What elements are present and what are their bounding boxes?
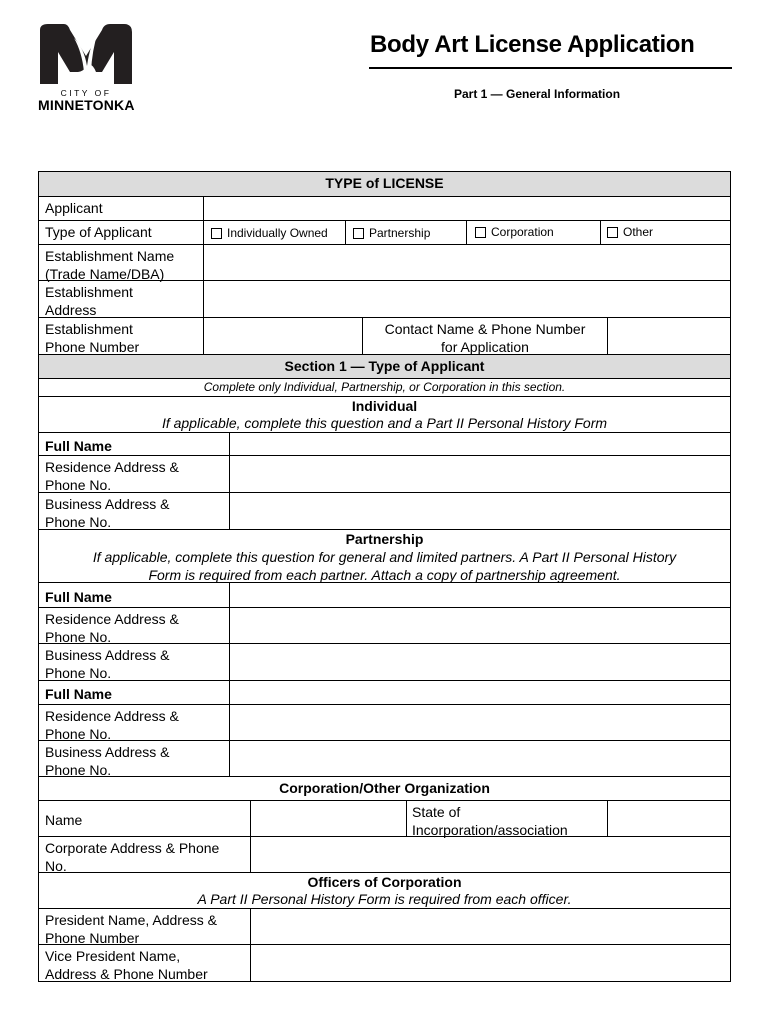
individual-full-name-row	[39, 433, 730, 456]
partnership-instruction-2: Form is required from each partner. Attach a copy of partnership agreement.	[148, 567, 621, 583]
establishment-name-label: Establishment Name (Trade Name/DBA)	[45, 248, 175, 282]
type-of-license-header	[39, 172, 730, 197]
corporate-address-field[interactable]	[251, 837, 730, 872]
applicant-row	[39, 197, 730, 221]
establishment-address-field[interactable]	[204, 281, 730, 317]
state-of-incorporation-field[interactable]	[608, 801, 730, 836]
title-rule	[369, 67, 732, 69]
individual-header	[39, 397, 730, 433]
section1-note: Complete only Individual, Partnership, or Corporation in this section.	[203, 380, 566, 394]
corporation-title: Corporation/Other Organization	[279, 780, 490, 796]
type-of-applicant-label: Type of Applicant	[45, 224, 152, 240]
establishment-address-label: Establishment Address	[45, 284, 133, 318]
checkbox-icon[interactable]	[607, 227, 618, 238]
contact-field[interactable]	[608, 318, 730, 354]
partner1-full-name-field[interactable]	[230, 583, 730, 607]
state-of-incorporation-label: State of Incorporation/association	[412, 804, 568, 838]
page-title: Body Art License Application	[370, 31, 695, 58]
partner1-full-name-label: Full Name	[45, 589, 112, 605]
contact-label: Contact Name & Phone Number for Application	[384, 321, 586, 355]
establishment-phone-label: Establishment Phone Number	[45, 321, 140, 355]
section1-note-row	[39, 379, 730, 397]
section1-header	[39, 355, 730, 379]
partner2-business-label: Business Address & Phone No.	[45, 744, 170, 778]
partner2-residence-label: Residence Address & Phone No.	[45, 708, 179, 742]
option-individually-owned[interactable]	[211, 226, 328, 240]
applicant-field[interactable]	[204, 197, 730, 220]
option-other[interactable]	[607, 225, 653, 239]
logo-city-of: CITY OF	[60, 88, 112, 98]
officers-header	[39, 873, 730, 909]
individual-residence-field[interactable]	[230, 456, 730, 492]
option-label: Individually Owned	[227, 226, 328, 240]
partner1-residence-label: Residence Address & Phone No.	[45, 611, 179, 645]
partner2-residence-field[interactable]	[230, 705, 730, 740]
corporation-header	[39, 777, 730, 801]
vice-president-label: Vice President Name, Address & Phone Number	[45, 948, 208, 982]
corporation-name-row	[39, 801, 730, 837]
type-of-license-title: TYPE of LICENSE	[325, 175, 444, 191]
section1-title: Section 1 — Type of Applicant	[284, 358, 485, 374]
partner2-full-name-row	[39, 681, 730, 705]
establishment-name-field[interactable]	[204, 245, 730, 280]
partner2-full-name-field[interactable]	[230, 681, 730, 704]
partner1-business-label: Business Address & Phone No.	[45, 647, 170, 681]
minnetonka-m-logo-icon	[38, 22, 134, 86]
individual-residence-row	[39, 456, 730, 493]
applicant-label: Applicant	[45, 200, 103, 216]
officers-title: Officers of Corporation	[307, 874, 462, 890]
establishment-phone-field[interactable]	[204, 318, 362, 354]
partner1-residence-row	[39, 608, 730, 644]
checkbox-icon[interactable]	[211, 228, 222, 239]
option-label: Corporation	[491, 225, 554, 239]
individual-instruction: If applicable, complete this question and a Part II Personal History Form	[161, 415, 608, 431]
partner2-full-name-label: Full Name	[45, 686, 112, 702]
partnership-header	[39, 530, 730, 583]
partner1-business-row	[39, 644, 730, 681]
establishment-phone-row	[39, 318, 730, 355]
individual-title: Individual	[351, 398, 418, 414]
option-corporation[interactable]	[475, 225, 554, 239]
partnership-title: Partnership	[345, 531, 424, 547]
officers-instruction: A Part II Personal History Form is required from each officer.	[197, 891, 572, 907]
partner1-residence-field[interactable]	[230, 608, 730, 643]
individual-full-name-field[interactable]	[230, 433, 730, 455]
city-logo	[38, 22, 134, 114]
establishment-address-row	[39, 281, 730, 318]
president-field[interactable]	[251, 909, 730, 944]
logo-city-name: MINNETONKA	[38, 97, 135, 113]
corporate-address-label: Corporate Address & Phone No.	[45, 840, 220, 874]
option-partnership[interactable]	[353, 226, 430, 240]
type-of-applicant-row	[39, 221, 730, 245]
option-label: Other	[623, 225, 654, 239]
checkbox-icon[interactable]	[353, 228, 364, 239]
partner2-business-field[interactable]	[230, 741, 730, 776]
individual-business-row	[39, 493, 730, 530]
checkbox-icon[interactable]	[475, 227, 486, 238]
option-label: Partnership	[369, 226, 431, 240]
corporation-name-field[interactable]	[251, 801, 406, 836]
individual-residence-label: Residence Address & Phone No.	[45, 459, 179, 493]
partner1-full-name-row	[39, 583, 730, 608]
partnership-instruction-1: If applicable, complete this question for general and limited partners. A Part II Personal History	[92, 549, 677, 565]
establishment-name-row	[39, 245, 730, 281]
individual-business-label: Business Address & Phone No.	[45, 496, 170, 530]
page-subtitle: Part 1 — General Information	[454, 87, 621, 101]
partner2-residence-row	[39, 705, 730, 741]
individual-business-field[interactable]	[230, 493, 730, 529]
partner1-business-field[interactable]	[230, 644, 730, 680]
partner2-business-row	[39, 741, 730, 777]
corporation-name-label: Name	[45, 812, 83, 828]
corporate-address-row	[39, 837, 730, 873]
vice-president-row	[39, 945, 730, 981]
vice-president-field[interactable]	[251, 945, 730, 981]
president-label: President Name, Address & Phone Number	[45, 912, 217, 946]
president-row	[39, 909, 730, 945]
license-form	[38, 171, 731, 982]
individual-full-name-label: Full Name	[45, 438, 112, 454]
